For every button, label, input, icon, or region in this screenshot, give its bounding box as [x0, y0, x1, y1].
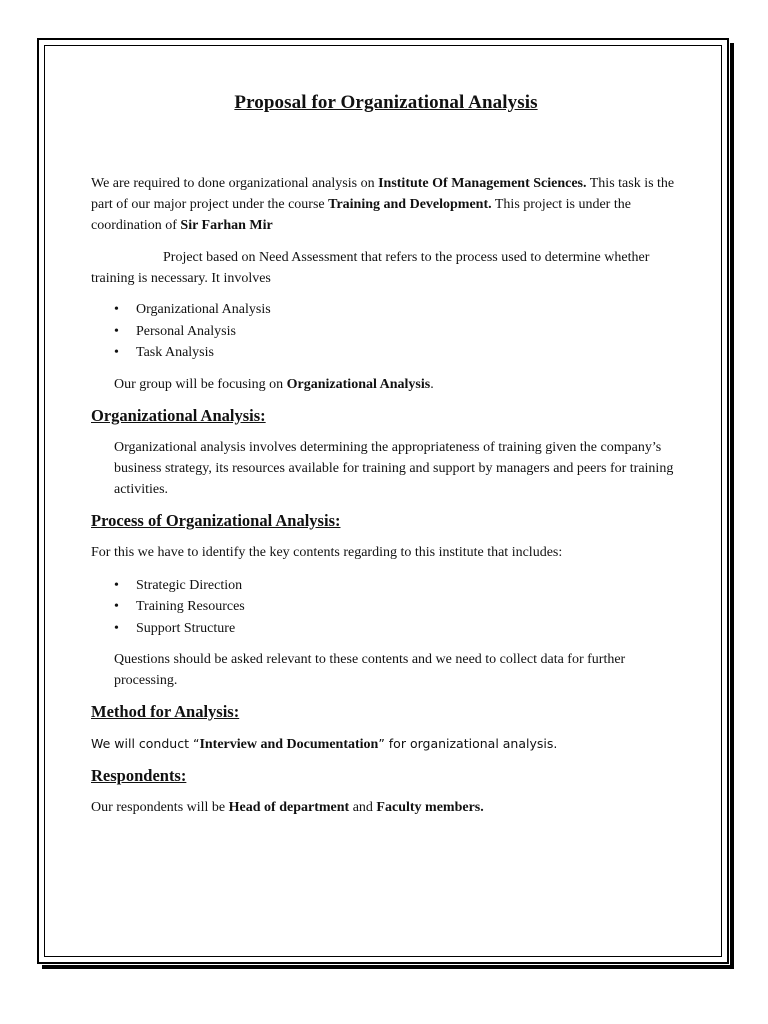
process-items-list	[91, 575, 681, 640]
process-intro-paragraph: For this we have to identify the key contents regarding to this institute that includes:	[91, 544, 563, 560]
list-item: • Organizational Analysis	[114, 299, 681, 321]
org-analysis-paragraph: Organizational analysis involves determining the appropriateness of training given the company’s business strategy, its resources available for training and support by managers and peers for training activities.	[114, 439, 674, 497]
need-assessment-paragraph: Project based on Need Assessment that refers to the process used to determine whether training is necessary. It involves	[91, 250, 650, 286]
bullet-icon: •	[114, 620, 119, 636]
list-item: • Personal Analysis	[114, 321, 681, 343]
heading-method: Method for Analysis:	[91, 702, 240, 721]
bullet-icon: •	[114, 577, 119, 593]
bullet-icon: •	[114, 323, 119, 339]
respondents-paragraph: Our respondents will be Head of department and Faculty members.	[91, 800, 484, 815]
institute-name: Institute Of Management Sciences.	[378, 176, 587, 191]
intro-paragraph: We are required to done organizational analysis on Institute Of Management Sciences. This task is the part of our major project under the course Training and Development. This project is under the coordination of Sir Farhan Mir	[91, 176, 675, 233]
list-item: • Task Analysis	[114, 342, 681, 364]
method-paragraph: We will conduct “Interview and Documentation” for organizational analysis.	[91, 736, 558, 752]
document-title: Proposal for Organizational Analysis	[234, 92, 538, 113]
analysis-types-list	[91, 299, 681, 364]
coordinator-name: Sir Farhan Mir	[180, 218, 273, 233]
process-note-paragraph: Questions should be asked relevant to these contents and we need to collect data for further processing.	[114, 652, 626, 688]
focus-paragraph: Our group will be focusing on Organizational Analysis.	[114, 376, 434, 392]
bullet-icon: •	[114, 345, 119, 360]
heading-process: Process of Organizational Analysis:	[91, 510, 341, 530]
heading-organizational-analysis: Organizational Analysis:	[91, 405, 266, 425]
list-item: • Support Structure	[114, 618, 681, 640]
heading-respondents: Respondents:	[91, 766, 187, 785]
document-content	[91, 92, 681, 818]
course-name: Training and Development.	[328, 197, 492, 212]
list-item: • Training Resources	[114, 596, 681, 618]
bullet-icon: •	[114, 302, 119, 317]
list-item: • Strategic Direction	[114, 575, 681, 597]
bullet-icon: •	[114, 599, 119, 614]
